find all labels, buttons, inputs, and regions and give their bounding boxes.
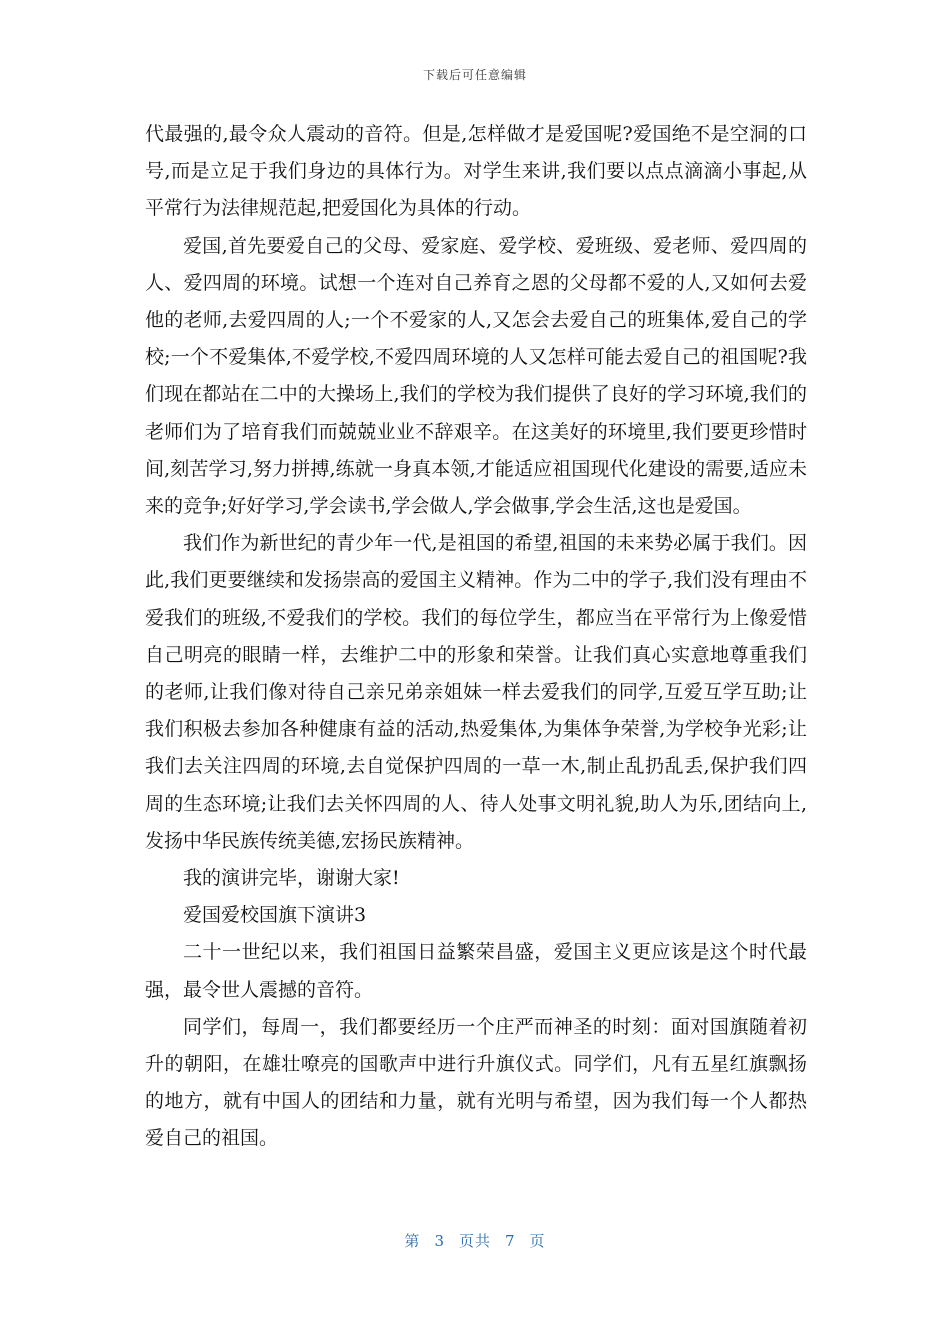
footer-total-pages: 7	[505, 1232, 516, 1250]
page-footer	[0, 1230, 950, 1251]
closing-line: 我的演讲完毕，谢谢大家!	[183, 867, 400, 890]
paragraph: 我们作为新世纪的青少年一代,是祖国的希望,祖国的未来势必属于我们。因此,我们更要继续和发扬崇高的爱国主义精神。作为二中的学子,我们没有理由不爱我们的班级,不爱我们的学校。我们的每位学生，都应当在平常行为上像爱惜自己明亮的眼睛一样，去维护二中的形象和荣誉。让我们真心实意地尊重我们的老师,让我们像对待自己亲兄弟亲姐妹一样去爱我们的同学,互爱互学互助;让我们积极去参加各种健康有益的活动,热爱集体,为集体争荣誉,为学校争光彩;让我们去关注四周的环境,去自觉保护四周的一草一木,制止乱扔乱丢,保护我们四周的生态环境;让我们去关怀四周的人、待人处事文明礼貌,助人为乐,团结向上,发扬中华民族传统美德,宏扬民族精神。	[145, 532, 807, 852]
footer-page-number: 3	[434, 1232, 445, 1250]
paragraph: 同学们，每周一，我们都要经历一个庄严而神圣的时刻：面对国旗随着初升的朝阳，在雄壮嘹亮的国歌声中进行升旗仪式。同学们，凡有五星红旗飘扬的地方，就有中国人的团结和力量，就有光明与希望，因为我们每一个人都热爱自己的祖国。	[145, 1015, 807, 1150]
page-header: 下载后可任意编辑	[422, 68, 527, 82]
footer-middle: 页共	[458, 1232, 491, 1250]
paragraph: 二十一世纪以来，我们祖国日益繁荣昌盛，爱国主义更应该是这个时代最强，最令世人震撼的音符。	[145, 941, 807, 1001]
footer-prefix: 第	[404, 1232, 421, 1250]
document-body	[145, 116, 807, 1158]
paragraph-continuation: 代最强的,最令众人震动的音符。但是,怎样做才是爱国呢?爱国绝不是空洞的口号,而是立足于我们身边的具体行为。对学生来讲,我们要以点点滴滴小事起,从平常行为法律规范起,把爱国化为具体的行动。	[145, 123, 807, 220]
section-title: 爱国爱校国旗下演讲3	[183, 904, 367, 927]
paragraph: 爱国,首先要爱自己的父母、爱家庭、爱学校、爱班级、爱老师、爱四周的人、爱四周的环境。试想一个连对自己养育之恩的父母都不爱的人,又如何去爱他的老师,去爱四周的人;一个不爱家的人,又怎会去爱自己的班集体,爱自己的学校;一个不爱集体,不爱学校,不爱四周环境的人又怎样可能去爱自己的祖国呢?我们现在都站在二中的大操场上,我们的学校为我们提供了良好的学习环境,我们的老师们为了培育我们而兢兢业业不辞艰辛。在这美好的环境里,我们要更珍惜时间,刻苦学习,努力拼搏,练就一身真本领,才能适应祖国现代化建设的需要,适应未来的竞争;好好学习,学会读书,学会做人,学会做事,学会生活,这也是爱国。	[145, 234, 807, 518]
footer-suffix: 页	[529, 1232, 546, 1250]
